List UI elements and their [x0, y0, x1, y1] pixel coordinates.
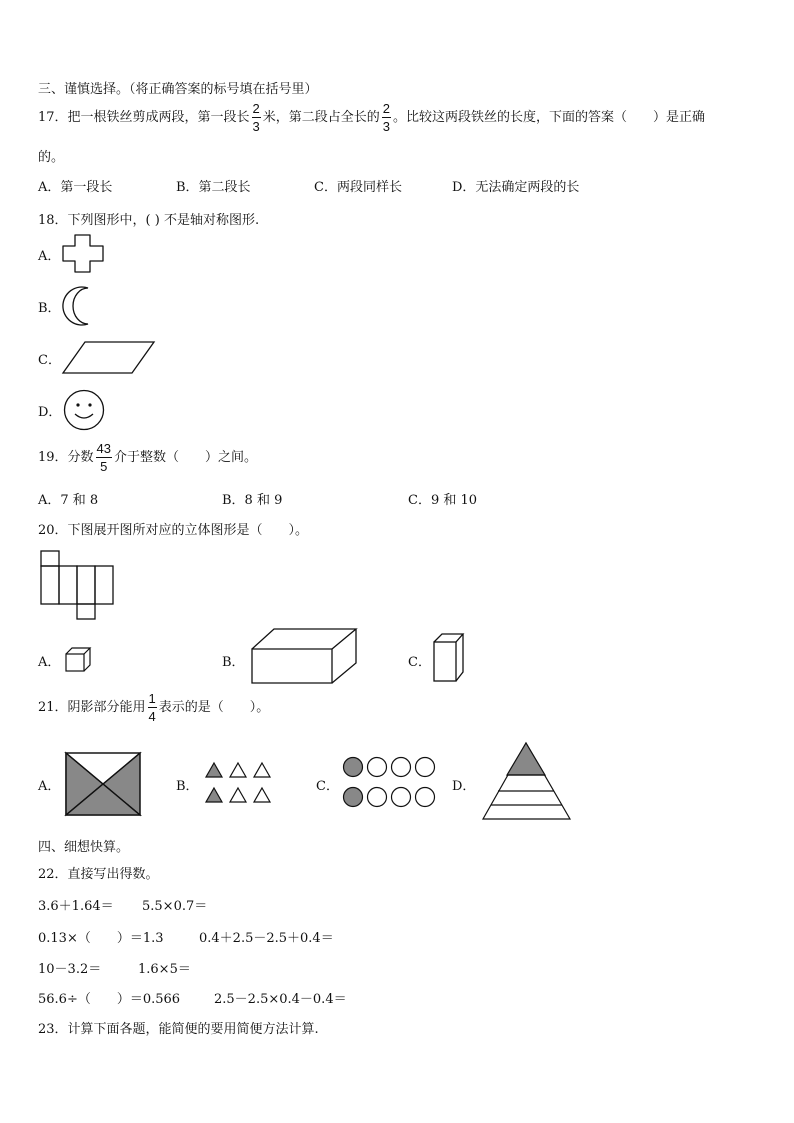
q17-text-post: 。比较这两段铁丝的长度，下面的答案（ ）是正确	[393, 110, 706, 125]
question-19	[38, 442, 257, 473]
q19-option-b[interactable]: B．8 和 9	[222, 493, 283, 508]
question-20: 20．下图展开图所对应的立体图形是（ ）。	[38, 523, 309, 538]
q22-row-3-right: 1.6×5＝	[138, 962, 191, 977]
q21-option-c[interactable]: C．	[316, 779, 339, 794]
q17-option-a[interactable]: A．第一段长	[38, 180, 113, 195]
q22-row-1-left: 3.6＋1.64＝	[38, 899, 114, 914]
section-3-title: 三、谨慎选择。（将正确答案的标号填在括号里）	[38, 82, 318, 97]
q17-option-b[interactable]: B．第二段长	[176, 180, 251, 195]
q22-row-4-right: 2.5－2.5×0.4－0.4＝	[214, 992, 347, 1007]
cube-net-diagram	[40, 550, 116, 606]
q17-option-c[interactable]: C．两段同样长	[314, 180, 402, 195]
q18-option-a[interactable]: A．	[38, 249, 61, 264]
small-cube-icon	[65, 647, 93, 673]
q18-option-b[interactable]: B．	[38, 301, 61, 316]
q19-option-a[interactable]: A．7 和 8	[38, 493, 99, 508]
question-17	[38, 102, 705, 133]
q21-text-post: 表示的是（ ）。	[158, 700, 270, 715]
q19-text-post: 介于整数（ ）之间。	[114, 450, 258, 465]
q19-text-pre: 19．分数	[38, 450, 94, 465]
q22-row-1-right: 5.5×0.7＝	[142, 899, 208, 914]
flat-cuboid-icon	[250, 627, 358, 685]
q17-fraction-1: $\frac{2}{3}$	[252, 101, 260, 134]
question-18: 18．下列图形中，( ) 不是轴对称图形.	[38, 213, 260, 228]
layered-triangle-shaded	[482, 742, 572, 820]
crescent-moon-icon	[62, 286, 94, 326]
cross-shape-icon	[62, 234, 104, 274]
q18-option-d[interactable]: D．	[38, 405, 62, 420]
section-4-title: 四、细想快算。	[38, 840, 130, 855]
q22-row-2-left: 0.13×（ ）＝1.3	[38, 931, 164, 946]
q22-row-2-right: 0.4＋2.5－2.5＋0.4＝	[199, 931, 334, 946]
smiley-face-icon	[63, 389, 105, 431]
question-22: 22．直接写出得数。	[38, 867, 159, 882]
q21-option-a[interactable]: A．	[38, 779, 61, 794]
question-23: 23．计算下面各题，能简便的要用简便方法计算.	[38, 1022, 319, 1037]
q17-text-pre: 17．把一根铁丝剪成两段，第一段长	[38, 110, 250, 125]
q22-row-4-left: 56.6÷（ ）＝0.566	[38, 992, 181, 1007]
q17-text-continued: 的。	[38, 150, 65, 165]
q20-option-c[interactable]: C．	[408, 655, 431, 670]
q17-text-mid: 米，第二段占全长的	[262, 110, 380, 125]
q22-row-3-left: 10－3.2＝	[38, 962, 102, 977]
q21-text-pre: 21．阴影部分能用	[38, 700, 146, 715]
rectangle-diagonals-shaded	[65, 752, 141, 816]
q21-option-d[interactable]: D．	[452, 779, 476, 794]
tall-cuboid-icon	[432, 632, 466, 684]
q20-option-b[interactable]: B．	[222, 655, 245, 670]
question-21	[38, 692, 269, 723]
q19-fraction: $\frac{43}{5}$	[96, 441, 112, 474]
q20-option-a[interactable]: A．	[38, 655, 61, 670]
q17-option-d[interactable]: D．无法确定两段的长	[452, 180, 580, 195]
triangles-group	[205, 762, 273, 804]
q21-fraction: $\frac{1}{4}$	[148, 691, 156, 724]
circles-group	[342, 756, 438, 810]
parallelogram-icon	[62, 340, 156, 375]
q19-option-c[interactable]: C．9 和 10	[408, 493, 478, 508]
q17-fraction-2: $\frac{2}{3}$	[382, 101, 391, 134]
q18-option-c[interactable]: C．	[38, 353, 61, 368]
q21-option-b[interactable]: B．	[176, 779, 199, 794]
